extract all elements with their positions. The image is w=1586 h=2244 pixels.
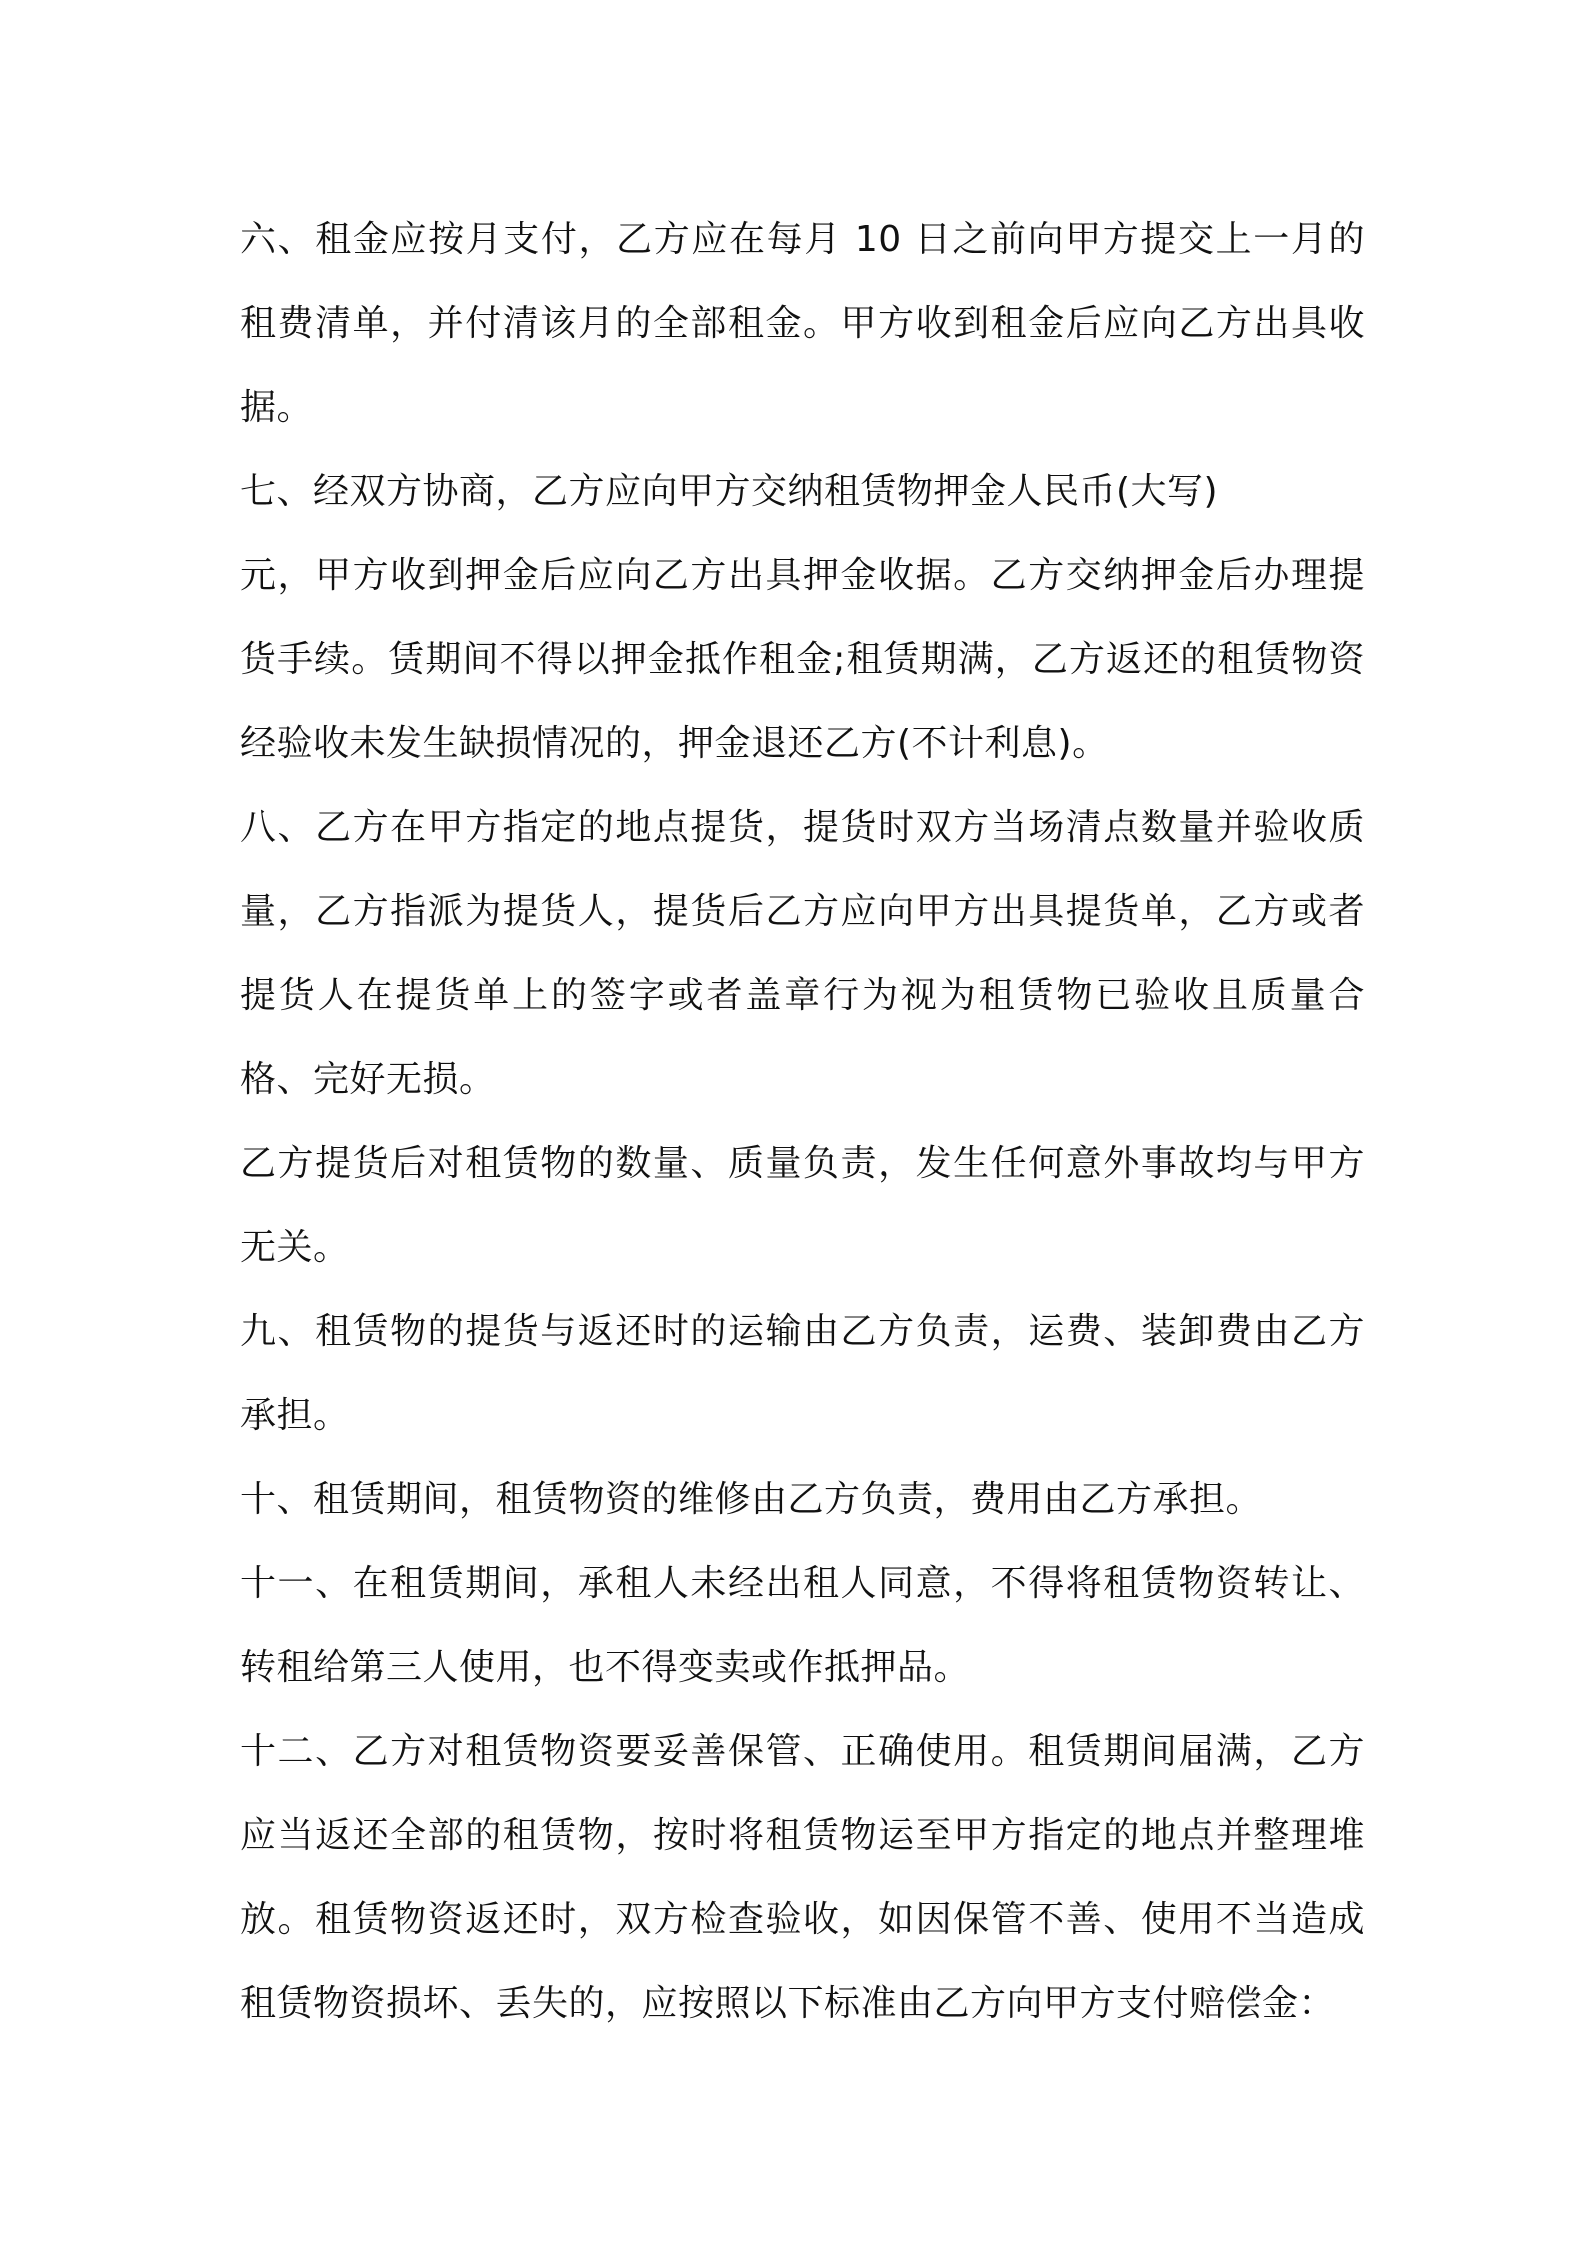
clause-8-paragraph: 八、乙方在甲方指定的地点提货，提货时双方当场清点数量并验收质量，乙方指派为提货人，提货后乙方应向甲方出具提货单，乙方或者提货人在提货单上的签字或者盖章行为视为租赁物已验收且质量合格、完好无损。 (240, 807, 1365, 1100)
document-body (240, 198, 1365, 2046)
clause-10-paragraph: 十、租赁期间，租赁物资的维修由乙方负责，费用由乙方承担。 (240, 1479, 1263, 1520)
clause-11-paragraph: 十一、在租赁期间，承租人未经出租人同意，不得将租赁物资转让、转租给第三人使用，也不得变卖或作抵押品。 (240, 1563, 1365, 1688)
clause-6-paragraph: 六、租金应按月支付，乙方应在每月 10 日之前向甲方提交上一月的租费清单，并付清该月的全部租金。甲方收到租金后应向乙方出具收据。 (240, 219, 1365, 428)
clause-9-paragraph: 九、租赁物的提货与返还时的运输由乙方负责，运费、装卸费由乙方承担。 (240, 1311, 1365, 1436)
clause-7-continuation-paragraph: 元，甲方收到押金后应向乙方出具押金收据。乙方交纳押金后办理提货手续。赁期间不得以押金抵作租金;租赁期满，乙方返还的租赁物资经验收未发生缺损情况的，押金退还乙方(不计利息)。 (240, 555, 1365, 764)
clause-8-liability-paragraph: 乙方提货后对租赁物的数量、质量负责，发生任何意外事故均与甲方无关。 (240, 1143, 1365, 1268)
clause-12-paragraph: 十二、乙方对租赁物资要妥善保管、正确使用。租赁期间届满，乙方应当返还全部的租赁物，按时将租赁物运至甲方指定的地点并整理堆放。租赁物资返还时，双方检查验收，如因保管不善、使用不当造成租赁物资损坏、丢失的，应按照以下标准由乙方向甲方支付赔偿金： (240, 1731, 1365, 2024)
clause-7-paragraph: 七、经双方协商，乙方应向甲方交纳租赁物押金人民币(大写) (240, 471, 1219, 512)
